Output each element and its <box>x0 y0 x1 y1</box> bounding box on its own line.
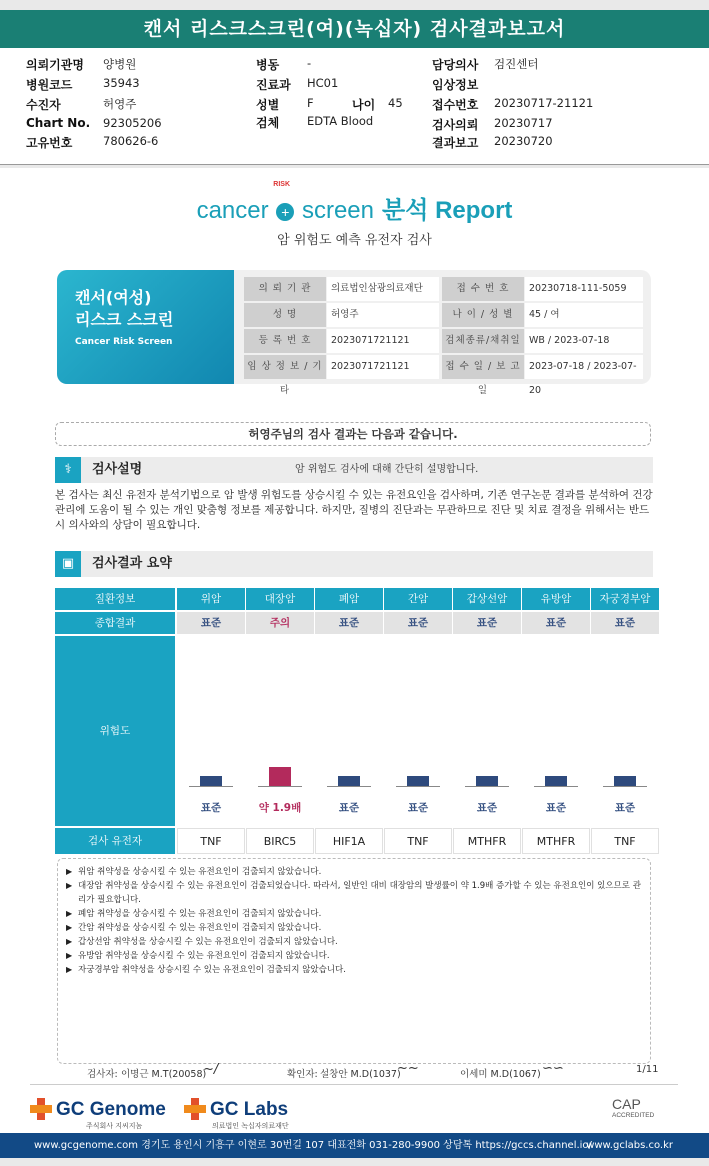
patient-info-card <box>57 270 651 396</box>
note-text: 폐암 취약성을 상승시킬 수 있는 유전요인이 검출되지 않았습니다. <box>78 909 322 919</box>
section-header-summary <box>55 551 653 577</box>
section-title: 검사설명 <box>92 462 143 477</box>
risk-baseline <box>603 786 647 787</box>
field-label: 의뢰기관명 <box>26 58 84 72</box>
risk-baseline <box>396 786 440 787</box>
bullet-triangle-icon: ▶ <box>66 951 73 960</box>
gc-labs-sub: 의료법인 녹십자의료재단 <box>212 1122 289 1130</box>
cap-logo <box>612 1096 654 1119</box>
field-value: 20230717-21121 <box>494 96 594 110</box>
bullet-triangle-icon: ▶ <box>66 909 73 918</box>
signature-mark: ~/ <box>203 1062 219 1077</box>
field-value: 780626-6 <box>103 134 159 148</box>
signer-name: 이세미 M.D(1067) <box>460 1069 541 1080</box>
disease-header: 유방암 <box>522 588 590 610</box>
section-title: 검사결과 요약 <box>92 556 172 571</box>
info-value: 의료법인삼광의료재단 <box>327 277 439 301</box>
note-text: 대장암 취약성을 상승시킬 수 있는 유전요인이 검출되었습니다. 따라서, 일반인 대비 대장암의 발생률이 약 1.9배 증가할 수 있는 유전요인이 있으므로 관리가 필요합니다. <box>78 881 641 905</box>
field-value: 검진센터 <box>494 57 539 71</box>
gc-genome-logo: GC Genome <box>56 1099 166 1120</box>
test-description: 본 검사는 최신 유전자 분석기법으로 암 발생 위험도를 상승시킬 수 있는 유전요인을 검사하며, 기존 연구논문 결과를 분석하여 건강 관리에 도움이 될 수 있는 개인 맞춤형 정보를 제공합니다. 하지만, 질병의 진단과는 무관하므로 진단 및 치료 결정을 위해서는 반드시 의사와의 상담이 필요합니다. <box>55 489 653 531</box>
signer-role: 검사자: <box>87 1069 118 1080</box>
folder-icon: ▣ <box>55 551 81 577</box>
field-label: 접수번호 <box>432 98 479 112</box>
risk-baseline <box>327 786 371 787</box>
footer-address: www.gcgenome.com 경기도 용인시 기흥구 이현로 30번길 107 대표전화 031-280-9900 상담톡 https://gccs.channel.io/ <box>34 1140 592 1151</box>
signature-mark: ~~ <box>397 1061 419 1076</box>
field-value: 20230720 <box>494 134 553 148</box>
info-label: 성 명 <box>244 303 326 327</box>
info-value: 2023071721121 <box>327 355 439 379</box>
overall-result: 주의 <box>246 612 314 634</box>
info-label: 의 뢰 기 관 <box>244 277 326 301</box>
field-value: EDTA Blood <box>307 114 374 128</box>
divider <box>30 1084 678 1085</box>
signature-mark: ∽∽ <box>542 1061 564 1076</box>
result-notes <box>57 858 651 1064</box>
risk-cell <box>246 636 314 826</box>
gene-cell: TNF <box>177 828 245 854</box>
risk-label: 표준 <box>200 802 222 814</box>
info-label: 임 상 정 보 / 기 타 <box>244 355 326 379</box>
risk-cell <box>522 636 590 826</box>
report-title: 캔서 리스크스크린(여)(녹십자) 검사결과보고서 <box>0 10 709 48</box>
field-value: 양병원 <box>103 57 137 71</box>
note-item <box>66 921 642 935</box>
logo-word-cancer: cancer <box>196 197 269 224</box>
bullet-triangle-icon: ▶ <box>66 965 73 974</box>
info-label: 나 이 / 성 별 <box>442 303 524 327</box>
note-text: 위암 취약성을 상승시킬 수 있는 유전요인이 검출되지 않았습니다. <box>78 867 322 877</box>
field-label: 임상정보 <box>432 78 479 92</box>
risk-label: 표준 <box>407 802 429 814</box>
field-label: 성별 <box>256 98 280 112</box>
field-label: Chart No. <box>26 116 91 130</box>
section-header-description <box>55 457 653 483</box>
note-text: 유방암 취약성을 상승시킬 수 있는 유전요인이 검출되지 않았습니다. <box>78 951 330 961</box>
note-item <box>66 949 642 963</box>
info-value: WB / 2023-07-18 <box>525 329 643 353</box>
note-item <box>66 879 642 907</box>
row-label-gene: 검사 유전자 <box>55 828 175 854</box>
disease-header: 대장암 <box>246 588 314 610</box>
risk-bar <box>269 767 291 786</box>
field-label: 수진자 <box>26 98 61 112</box>
info-label: 접 수 일 / 보 고 일 <box>442 355 524 379</box>
disease-header: 자궁경부암 <box>591 588 659 610</box>
section-subtitle: 암 위험도 검사에 대해 간단히 설명합니다. <box>295 464 479 475</box>
field-label: 나이 <box>352 98 376 112</box>
greeting-banner: 허영주님의 검사 결과는 다음과 같습니다. <box>55 422 651 446</box>
footer-bar <box>0 1133 709 1158</box>
bullet-triangle-icon: ▶ <box>66 867 73 876</box>
note-text: 간암 취약성을 상승시킬 수 있는 유전요인이 검출되지 않았습니다. <box>78 923 322 933</box>
risk-baseline <box>258 786 302 787</box>
field-value: 허영주 <box>103 97 137 111</box>
gc-genome-sub: 주식회사 지씨지놈 <box>86 1122 143 1130</box>
info-value: 45 / 여 <box>525 303 643 327</box>
note-text: 갑상선암 취약성을 상승시킬 수 있는 유전요인이 검출되지 않았습니다. <box>78 937 338 947</box>
row-label-disease: 질환정보 <box>55 588 175 610</box>
risk-cell <box>591 636 659 826</box>
patient-header <box>0 48 709 165</box>
product-name-line2: 리스크 스크린 <box>75 310 174 329</box>
risk-label: 표준 <box>545 802 567 814</box>
field-value: 20230717 <box>494 116 553 130</box>
disease-header: 폐암 <box>315 588 383 610</box>
field-label: 검사의뢰 <box>432 118 479 132</box>
plus-badge-icon: RISK + <box>275 197 295 225</box>
info-value: 2023071721121 <box>327 329 439 353</box>
logo-word-screen: screen <box>301 197 375 224</box>
signer-role: 확인자: <box>287 1069 318 1080</box>
disease-header: 간암 <box>384 588 452 610</box>
info-label: 검체종류/채취일 <box>442 329 524 353</box>
page-number: 1/11 <box>636 1064 659 1075</box>
gene-cell: MTHFR <box>522 828 590 854</box>
field-value: - <box>307 56 312 70</box>
field-value: 35943 <box>103 76 140 90</box>
field-value: 45 <box>388 96 403 110</box>
overall-result: 표준 <box>591 612 659 634</box>
field-label: 진료과 <box>256 78 291 92</box>
cap-label: CAP <box>612 1096 641 1112</box>
overall-result: 표준 <box>453 612 521 634</box>
risk-label: 표준 <box>614 802 636 814</box>
note-item <box>66 935 642 949</box>
gc-cross-icon <box>30 1098 52 1120</box>
field-label: 담당의사 <box>432 58 479 72</box>
field-label: 결과보고 <box>432 136 479 150</box>
risk-cell <box>453 636 521 826</box>
risk-label: 약 1.9배 <box>258 802 302 814</box>
risk-baseline <box>189 786 233 787</box>
risk-cell <box>315 636 383 826</box>
bullet-triangle-icon: ▶ <box>66 937 73 946</box>
info-label: 접 수 번 호 <box>442 277 524 301</box>
footer-url[interactable]: www.gclabs.co.kr <box>586 1140 673 1151</box>
gene-cell: HIF1A <box>315 828 383 854</box>
risk-bar <box>407 776 429 786</box>
risk-bar <box>545 776 567 786</box>
field-label: 병원코드 <box>26 78 73 92</box>
risk-cell <box>384 636 452 826</box>
overall-result: 표준 <box>315 612 383 634</box>
signer-name: 이명근 M.T(20058) <box>121 1069 207 1080</box>
note-text: 자궁경부암 취약성을 상승시킬 수 있는 유전요인이 검출되지 않았습니다. <box>78 965 346 975</box>
risk-cell <box>177 636 245 826</box>
note-item <box>66 963 642 977</box>
gene-cell: MTHFR <box>453 828 521 854</box>
gc-cross-icon <box>184 1098 206 1120</box>
product-banner <box>57 270 234 384</box>
risk-bar <box>338 776 360 786</box>
gc-labs-logo: GC Labs <box>210 1099 289 1120</box>
disease-header: 위암 <box>177 588 245 610</box>
bullet-triangle-icon: ▶ <box>66 923 73 932</box>
row-label-risk: 위험도 <box>55 636 175 826</box>
info-value: 허영주 <box>327 303 439 327</box>
info-label: 등 록 번 호 <box>244 329 326 353</box>
signature-row <box>55 1061 655 1084</box>
risk-baseline <box>465 786 509 787</box>
logo-report: Report <box>435 197 513 224</box>
bullet-triangle-icon: ▶ <box>66 881 73 890</box>
product-name-line1: 캔서(여성) <box>75 288 152 307</box>
risk-bar <box>476 776 498 786</box>
note-item <box>66 865 642 879</box>
risk-bar <box>200 776 222 786</box>
overall-result: 표준 <box>384 612 452 634</box>
field-label: 고유번호 <box>26 136 73 150</box>
product-name-en: Cancer Risk Screen <box>75 337 173 347</box>
signer-name: 설창안 M.D(1037) <box>320 1069 401 1080</box>
field-value: F <box>307 96 314 110</box>
risk-label: 표준 <box>338 802 360 814</box>
stethoscope-icon: ⚕ <box>55 457 81 483</box>
disease-header: 갑상선암 <box>453 588 521 610</box>
cap-sub: ACCREDITED <box>612 1112 655 1119</box>
logo-risk-label: RISK <box>273 181 291 188</box>
info-value: 2023-07-18 / 2023-07-20 <box>525 355 643 379</box>
overall-result: 표준 <box>522 612 590 634</box>
logo-kr: 분석 <box>382 197 429 224</box>
gene-cell: TNF <box>591 828 659 854</box>
gene-cell: BIRC5 <box>246 828 314 854</box>
field-value: 92305206 <box>103 116 162 130</box>
field-value: HC01 <box>307 76 339 90</box>
row-label-overall: 종합결과 <box>55 612 175 634</box>
info-value: 20230718-111-5059 <box>525 277 643 301</box>
gene-cell: TNF <box>384 828 452 854</box>
note-item <box>66 907 642 921</box>
field-label: 병동 <box>256 58 280 72</box>
risk-label: 표준 <box>476 802 498 814</box>
cancer-screen-logo <box>0 181 709 225</box>
risk-baseline <box>534 786 578 787</box>
field-label: 검체 <box>256 116 280 130</box>
risk-bar <box>614 776 636 786</box>
report-subtitle: 암 위험도 예측 유전자 검사 <box>277 233 432 248</box>
overall-result: 표준 <box>177 612 245 634</box>
